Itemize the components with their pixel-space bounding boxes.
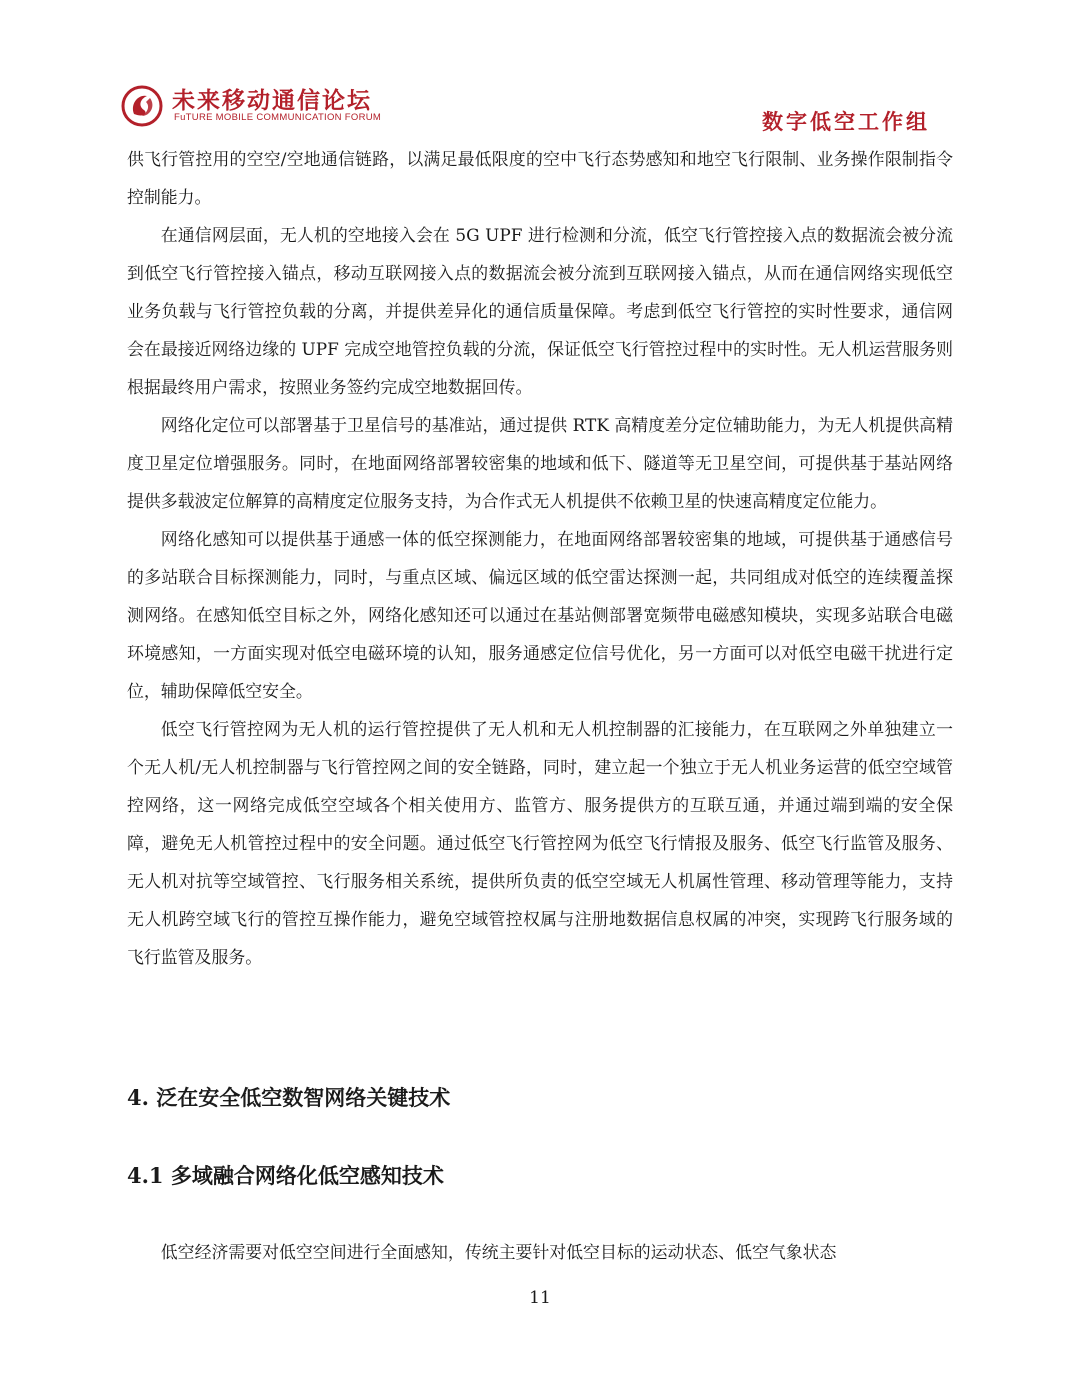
- section-heading: 4. 泛在安全低空数智网络关键技术: [127, 1085, 451, 1110]
- paragraph: 在通信网层面，无人机的空地接入会在 5G UPF 进行检测和分流，低空飞行管控接入点的数据流会被分流到低空飞行管控接入锚点，移动互联网接入点的数据流会被分流到互联网接入锚点，从而在通信网络实现低空业务负载与飞行管控负载的分离，并提供差异化的通信质量保障。考虑到低空飞行管控的实时性要求，通信网会在最接近网络边缘的 UPF 完成空地管控负载的分流，保证低空飞行管控过程中的实时性。无人机运营服务则根据最终用户需求，按照业务签约完成空地数据回传。: [127, 225, 953, 397]
- paragraph: 网络化感知可以提供基于通感一体的低空探测能力，在地面网络部署较密集的地域，可提供基于通感信号的多站联合目标探测能力，同时，与重点区域、偏远区域的低空雷达探测一起，共同组成对低空的连续覆盖探测网络。在感知低空目标之外，网络化感知还可以通过在基站侧部署宽频带电磁感知模块，实现多站联合电磁环境感知，一方面实现对低空电磁环境的认知，服务通感定位信号优化，另一方面可以对低空电磁干扰进行定位，辅助保障低空安全。: [127, 529, 953, 701]
- paragraph: 低空经济需要对低空空间进行全面感知，传统主要针对低空目标的运动状态、低空气象状态: [160, 1242, 837, 1262]
- working-group-name: 数字低空工作组: [762, 110, 930, 134]
- logo-chinese-name: 未来移动通信论坛: [172, 88, 372, 114]
- page-header: [120, 80, 960, 140]
- page-number: 11: [529, 1288, 551, 1308]
- forum-logo-icon: [120, 84, 164, 128]
- paragraph: 网络化定位可以部署基于卫星信号的基准站，通过提供 RTK 高精度差分定位辅助能力，为无人机提供高精度卫星定位增强服务。同时，在地面网络部署较密集的地域和低下、隧道等无卫星空间，可提供基于基站网络提供多载波定位解算的高精度定位服务支持，为合作式无人机提供不依赖卫星的快速高精度定位能力。: [127, 415, 953, 511]
- paragraph: 低空飞行管控网为无人机的运行管控提供了无人机和无人机控制器的汇接能力，在互联网之外单独建立一个无人机/无人机控制器与飞行管控网之间的安全链路，同时，建立起一个独立于无人机业务运营的低空空域管控网络，这一网络完成低空空域各个相关使用方、监管方、服务提供方的互联互通，并通过端到端的安全保障，避免无人机管控过程中的安全问题。通过低空飞行管控网为低空飞行情报及服务、低空飞行监管及服务、无人机对抗等空域管控、飞行服务相关系统，提供所负责的低空空域无人机属性管理、移动管理等能力，支持无人机跨空域飞行的管控互操作能力，避免空域管控权属与注册地数据信息权属的冲突，实现跨飞行服务域的飞行监管及服务。: [127, 719, 953, 967]
- paragraph: 供飞行管控用的空空/空地通信链路，以满足最低限度的空中飞行态势感知和地空飞行限制、业务操作限制指令控制能力。: [127, 149, 953, 207]
- body-text: [127, 140, 953, 976]
- subsection-heading: 4.1 多域融合网络化低空感知技术: [127, 1163, 444, 1188]
- logo-english-name: FuTURE MOBILE COMMUNICATION FORUM: [174, 112, 382, 123]
